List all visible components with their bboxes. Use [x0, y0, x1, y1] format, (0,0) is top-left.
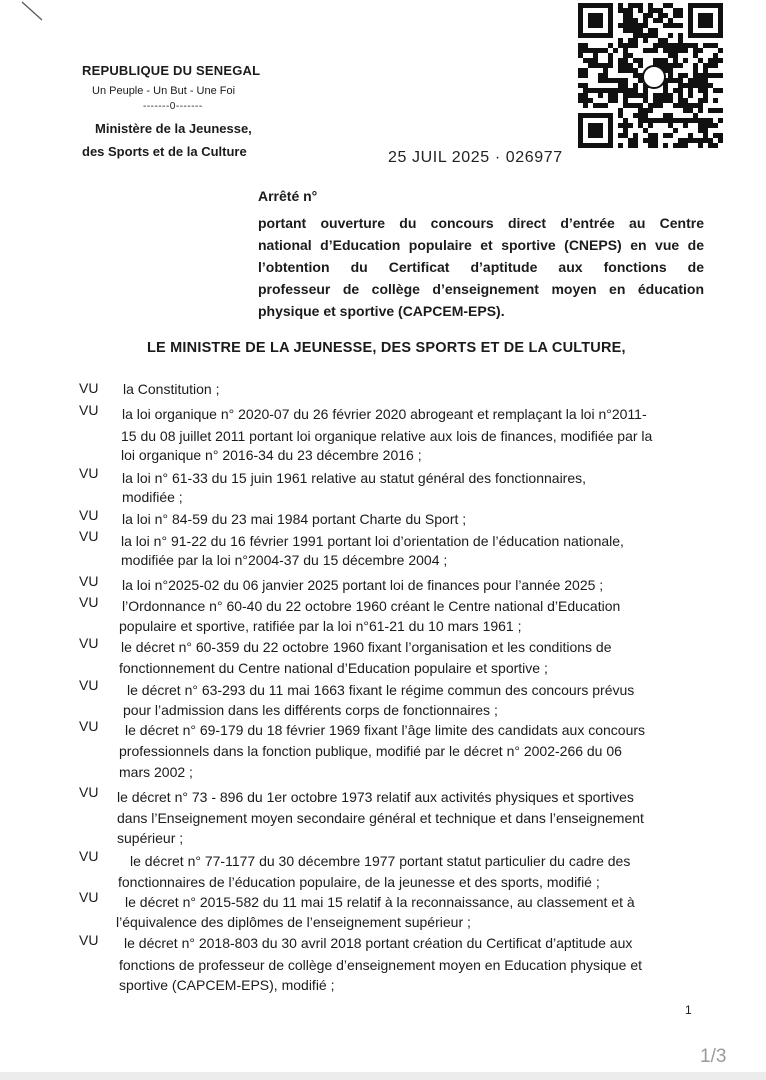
visa-label: VU: [79, 380, 99, 396]
national-motto: Un Peuple - Un But - Une Foi: [92, 85, 236, 97]
visa-text-line: fonctions de professeur de collège d’enseignement moyen en Education physique et: [119, 957, 643, 973]
visa-text-line: populaire et sportive, ratifiée par la loi n°61-21 du 10 mars 1961 ;: [119, 618, 522, 634]
visa-label: VU: [79, 507, 99, 523]
visa-label: VU: [79, 465, 99, 481]
visa-text-line: dans l’Enseignement moyen secondaire général et technique et dans l’enseignement: [117, 810, 644, 826]
visa-text-line: la loi n°2025-02 du 06 janvier 2025 portant loi de finances pour l’année 2025 ;: [122, 577, 604, 593]
visa-label: VU: [79, 573, 99, 589]
visa-text-line: pour l’admission dans les différents corps de fonctionnaires ;: [123, 702, 498, 718]
visa-text-line: modifiée ;: [122, 489, 183, 505]
corner-mark: [0, 0, 60, 30]
arrete-subject-line: professeur de collège d’enseignement moyen en éducation: [258, 281, 704, 297]
header-separator: -------0-------: [143, 101, 203, 112]
visa-text-line: la loi n° 84-59 du 23 mai 1984 portant Charte du Sport ;: [122, 511, 467, 527]
visa-text-line: modifiée par la loi n°2004-37 du 15 décembre 2004 ;: [121, 552, 448, 568]
visa-text-line: 15 du 08 juillet 2011 portant loi organique relative aux lois de finances, modifiée par la: [121, 428, 653, 444]
visa-text-line: le décret n° 2018-803 du 30 avril 2018 portant création du Certificat d’aptitude aux: [124, 935, 633, 951]
viewer-bottom-bar: [0, 1072, 766, 1080]
republic-title: REPUBLIQUE DU SENEGAL: [82, 63, 261, 78]
visa-text-line: le décret n° 77-1177 du 30 décembre 1977 portant statut particulier du cadre des: [130, 853, 631, 869]
visa-text-line: le décret n° 69-179 du 18 février 1969 fixant l’âge limite des candidats aux concours: [125, 722, 646, 738]
arrete-subject-line: national d’Education populaire et sportive (CNEPS) en vue de: [258, 237, 704, 253]
ministry-line-2: des Sports et de la Culture: [82, 144, 247, 159]
visa-text-line: le décret n° 60-359 du 22 octobre 1960 fixant l’organisation et les conditions de: [121, 639, 612, 655]
visa-text-line: la loi organique n° 2020-07 du 26 février 2020 abrogeant et remplaçant la loi n°2011-: [122, 406, 647, 422]
visa-text-line: la loi n° 61-33 du 15 juin 1961 relative au statut général des fonctionnaires,: [122, 470, 587, 486]
visa-text-line: le décret n° 2015-582 du 11 mai 15 relatif à la reconnaissance, au classement et à: [125, 894, 635, 910]
visa-text-line: fonctionnaires de l’éducation populaire, de la jeunesse et des sports, modifié ;: [118, 874, 600, 890]
arrete-subject-line: l’obtention du Certificat d’aptitude aux fonctions de: [258, 259, 704, 275]
visa-label: VU: [79, 528, 99, 544]
visa-label: VU: [79, 932, 99, 948]
arrete-label: Arrêté n°: [258, 188, 318, 204]
visa-label: VU: [79, 848, 99, 864]
ministry-line-1: Ministère de la Jeunesse,: [95, 121, 252, 136]
arrete-subject-line: physique et sportive (CAPCEM-EPS).: [258, 303, 505, 319]
visa-text-line: supérieur ;: [117, 830, 184, 846]
visa-text-line: fonctionnement du Centre national d’Education populaire et sportive ;: [119, 660, 548, 676]
visa-label: VU: [79, 784, 99, 800]
visa-text-line: la loi n° 91-22 du 16 février 1991 portant loi d’orientation de l’éducation nationale,: [121, 533, 624, 549]
visa-text-line: la Constitution ;: [123, 381, 220, 397]
qr-code: [578, 3, 728, 149]
arrete-subject: [258, 212, 704, 322]
visa-text-line: sportive (CAPCEM-EPS), modifié ;: [119, 977, 335, 993]
minister-heading: LE MINISTRE DE LA JEUNESSE, DES SPORTS ET DE LA CULTURE,: [147, 340, 626, 356]
page-number: 1: [685, 1003, 692, 1017]
page-indicator: 1/3: [700, 1046, 727, 1067]
visa-label: VU: [79, 635, 99, 651]
visa-text-line: mars 2002 ;: [119, 764, 193, 780]
visa-label: VU: [79, 677, 99, 693]
visa-label: VU: [79, 718, 99, 734]
visa-text-line: professionnels dans la fonction publique, modifié par le décret n° 2002-266 du 06: [119, 743, 622, 759]
visa-label: VU: [79, 889, 99, 905]
visa-text-line: le décret n° 73 - 896 du 1er octobre 1973 relatif aux activités physiques et sportives: [117, 789, 634, 805]
registration-stamp: 25 JUIL 2025 · 026977: [388, 149, 563, 166]
arrete-subject-line: portant ouverture du concours direct d’entrée au Centre: [258, 215, 704, 231]
visa-text-line: l’Ordonnance n° 60-40 du 22 octobre 1960 créant le Centre national d’Education: [122, 598, 621, 614]
visa-text-line: le décret n° 63-293 du 11 mai 1663 fixant le régime commun des concours prévus: [127, 682, 635, 698]
visa-text-line: loi organique n° 2016-34 du 23 décembre 2016 ;: [121, 447, 422, 463]
visa-label: VU: [79, 594, 99, 610]
visa-text-line: l’équivalence des diplômes de l’enseignement supérieur ;: [116, 914, 471, 930]
visa-label: VU: [79, 402, 99, 418]
